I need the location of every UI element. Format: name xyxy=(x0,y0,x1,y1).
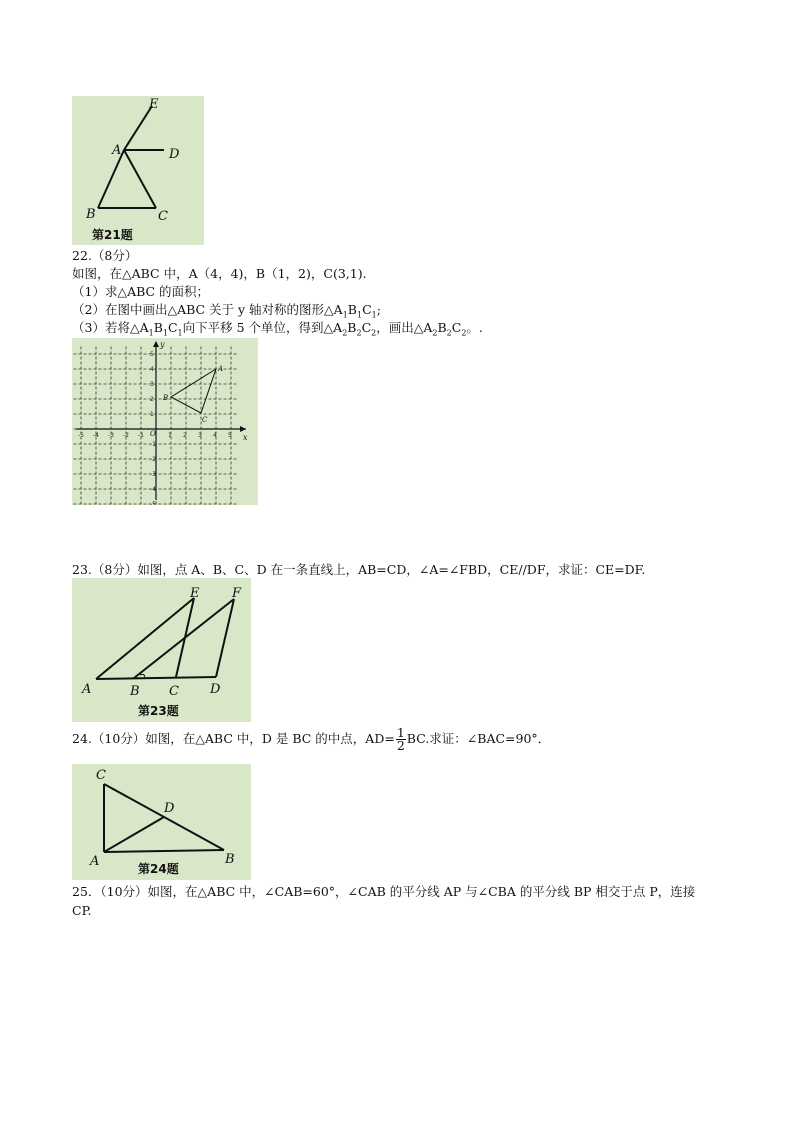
fig24-label-c: C xyxy=(96,768,106,783)
q22-head: 22.（8分） xyxy=(72,248,138,263)
y-tick-label: -2 xyxy=(150,456,156,463)
fig23-label-c: C xyxy=(169,684,179,699)
q23-text: 23.（8分）如图，点 A、B、C、D 在一条直线上，AB=CD，∠A=∠FBD，CE//DF，求证：CE=DF. xyxy=(72,562,646,577)
q22-part3-c1: C xyxy=(167,320,178,335)
fig23-label-a: A xyxy=(82,682,92,697)
figure-22-grid xyxy=(72,338,258,505)
x-tick-label: -4 xyxy=(93,432,99,439)
fig23-label-f: F xyxy=(232,586,242,601)
sub-2: 2 xyxy=(446,328,452,338)
q22-part3-b1: B xyxy=(153,320,163,335)
fraction-numerator: 1 xyxy=(396,725,405,740)
y-tick-label: 4 xyxy=(150,366,154,373)
q22-part3-b2: B xyxy=(347,320,357,335)
sub-2: 2 xyxy=(342,328,348,338)
sub-2: 2 xyxy=(371,328,377,338)
coordinate-grid xyxy=(72,338,258,505)
x-tick-label: 1 xyxy=(168,432,172,439)
fig24-label-a: A xyxy=(90,854,100,869)
q25-line1: 25．（10分）如图，在△ABC 中，∠CAB=60°，∠CAB 的平分线 AP 与∠CBA 的平分线 BP 相交于点 P，连接 xyxy=(72,884,696,899)
x-tick-label: 2 xyxy=(183,432,187,439)
sub-1: 1 xyxy=(148,328,154,338)
q22-part1: （1）求△ABC 的面积； xyxy=(72,284,210,299)
q24-pre: 24.（10分）如图，在△ABC 中，D 是 BC 的中点，AD= xyxy=(72,731,395,746)
fig21-label-c: C xyxy=(158,209,168,224)
sub-1: 1 xyxy=(371,310,377,320)
grid-point-b: B xyxy=(163,394,169,402)
figure-23 xyxy=(72,578,251,722)
x-tick-label: -3 xyxy=(108,432,114,439)
q22-stem: 如图，在△ABC 中，A（4，4)，B（1，2)，C(3,1). xyxy=(72,266,367,281)
q22-part3-mid2: ，画出△A xyxy=(376,320,433,335)
y-tick-label: 1 xyxy=(150,411,154,418)
figure-24-drawing xyxy=(72,764,251,880)
figure-24 xyxy=(72,764,251,880)
q22-part3-b3: B xyxy=(437,320,447,335)
x-tick-label: -2 xyxy=(123,432,129,439)
x-tick-label: 3 xyxy=(198,432,202,439)
triangle-abc xyxy=(171,369,216,413)
y-tick-label: 3 xyxy=(150,381,154,388)
q22-part3-c2: C xyxy=(361,320,372,335)
y-tick-label: 2 xyxy=(150,396,154,403)
y-tick-label: -1 xyxy=(150,441,156,448)
sub-1: 1 xyxy=(356,310,363,320)
fig24-label-d: D xyxy=(164,801,175,816)
sub-2: 2 xyxy=(356,328,362,338)
q22-part2-text: （2）在图中画出△ABC 关于 y 轴对称的图形△A xyxy=(72,302,343,317)
y-tick-label: -3 xyxy=(150,471,156,478)
x-tick-label: 5 xyxy=(228,432,232,439)
q22-part3-mid: 向下平移 5 个单位，得到△A xyxy=(182,320,343,335)
fig24-caption: 第24题 xyxy=(138,862,179,876)
fraction-denominator: 2 xyxy=(396,738,405,753)
y-tick-label: -5 xyxy=(150,501,156,505)
q22-part2-b: B xyxy=(347,302,357,317)
y-tick-label: 5 xyxy=(150,351,154,358)
q25-line2: CP. xyxy=(72,903,92,918)
grid-point-c: C xyxy=(202,416,208,424)
fig21-label-a: A xyxy=(112,143,122,158)
fig23-caption: 第23题 xyxy=(138,704,179,718)
q22-part2-c: C xyxy=(362,302,372,317)
x-tick-label: 4 xyxy=(213,432,217,439)
fig21-label-b: B xyxy=(86,207,96,222)
x-tick-label: -1 xyxy=(138,432,144,439)
fig21-caption: 第21题 xyxy=(92,228,133,242)
fig23-label-b: B xyxy=(130,684,140,699)
q24-text xyxy=(72,726,550,752)
sub-2: 2 xyxy=(432,328,438,338)
fig23-label-d: D xyxy=(210,682,221,697)
sub-1: 1 xyxy=(162,328,168,338)
q24-post: BC.求证：∠BAC=90°． xyxy=(406,731,551,746)
q22-part3-c3: C xyxy=(451,320,462,335)
q22-part2-tail: ; xyxy=(376,302,381,317)
figure-21-drawing xyxy=(72,96,204,245)
fig21-label-e: E xyxy=(149,97,159,112)
origin-label: O xyxy=(150,430,156,438)
fig23-label-e: E xyxy=(190,586,200,601)
grid-point-a: A xyxy=(218,365,224,373)
sub-2: 2 xyxy=(461,328,467,338)
y-tick-label: -4 xyxy=(150,486,156,493)
figure-23-drawing xyxy=(72,578,251,722)
sub-1: 1 xyxy=(342,310,348,320)
q22-part3-tail: 。. xyxy=(466,320,483,335)
fig21-label-d: D xyxy=(169,147,180,162)
q22-part3-text: （3）若将△A xyxy=(72,320,149,335)
x-tick-label: -5 xyxy=(78,432,84,439)
sub-1: 1 xyxy=(177,328,183,338)
fig24-label-b: B xyxy=(225,852,235,867)
y-axis-label: y xyxy=(160,340,165,349)
figure-21 xyxy=(72,96,204,245)
x-axis-label: x xyxy=(243,433,248,442)
fraction-one-half xyxy=(396,727,406,752)
